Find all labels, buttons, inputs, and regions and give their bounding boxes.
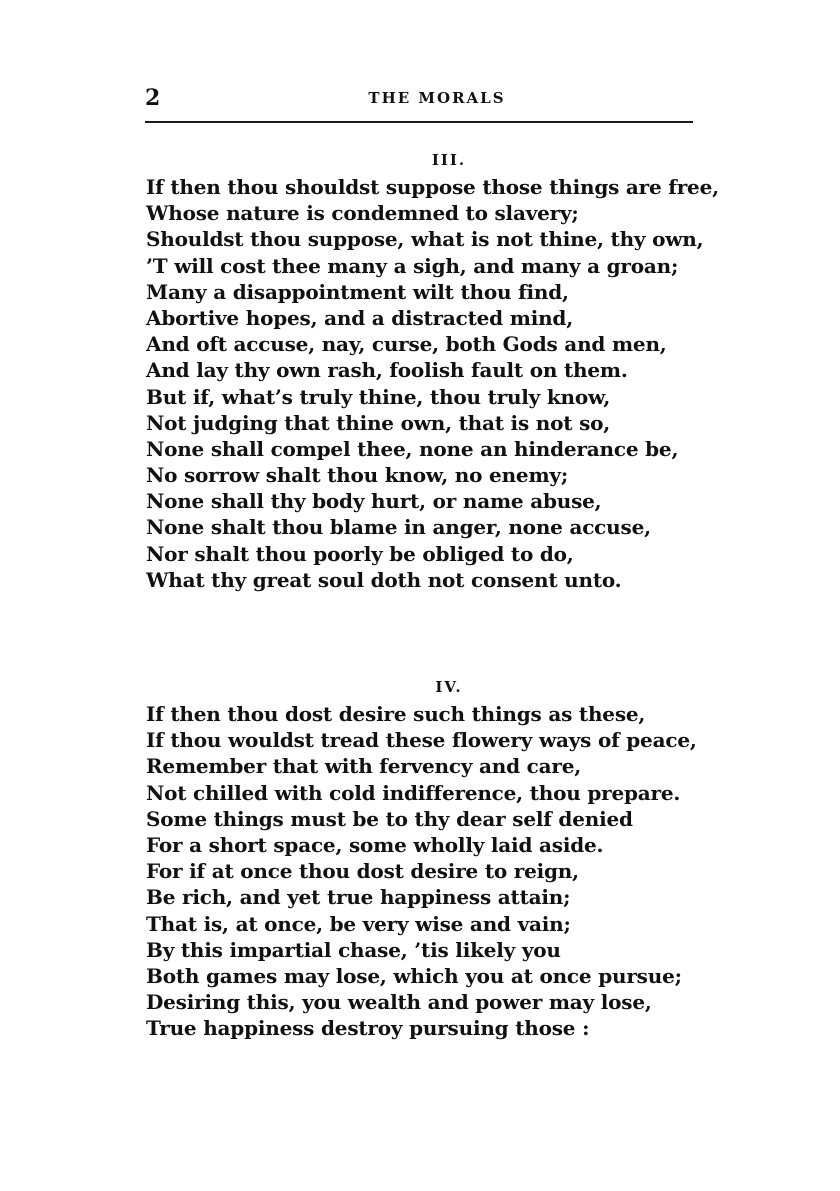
verse-line: But if, what’s truly thine, thou truly know, [146,384,611,409]
verse-line: Not judging that thine own, that is not so, [146,410,611,435]
verse-line: If then thou shouldst suppose those things are free, [146,175,719,199]
verse-line: Be rich, and yet true happiness attain; [146,885,571,910]
verse-line: What thy great soul doth not consent unto. [146,567,622,592]
verse-line: For a short space, some wholly laid aside. [146,832,604,857]
verse-line: That is, at once, be very wise and vain; [146,911,571,936]
stanza-iii [146,174,719,593]
verse-line: Abortive hopes, and a distracted mind, [146,305,573,330]
verse-line: None shall compel thee, none an hinderance be, [146,436,679,461]
section-heading-iv: IV. [435,678,463,696]
stanza-iv [146,701,706,1041]
verse-line: No sorrow shalt thou know, no enemy; [146,463,569,488]
verse-line: True happiness destroy pursuing those : [146,1016,590,1041]
section-heading-iii: III. [431,151,467,169]
verse-line: By this impartial chase, ’tis likely you [146,937,561,962]
verse-line: Shouldst thou suppose, what is not thine, thy own, [146,227,704,252]
verse-line: Remember that with fervency and care, [146,754,582,779]
verse-line: Some things must be to thy dear self denied [146,806,633,831]
verse-line: Desiring this, you wealth and power may lose, [146,990,652,1015]
page-header [145,84,693,116]
verse-line: Both games may lose, which you at once pursue; [146,963,682,988]
verse-line: None shall thy body hurt, or name abuse, [146,489,602,514]
verse-line: And oft accuse, nay, curse, both Gods and men, [146,332,667,357]
verse-line: Whose nature is condemned to slavery; [146,201,579,226]
running-title: THE MORALS [368,89,506,107]
verse-line: Many a disappointment wilt thou find, [146,279,569,304]
page-number: 2 [145,85,161,111]
verse-line: Not chilled with cold indifference, thou prepare. [146,780,681,805]
verse-line: And lay thy own rash, foolish fault on them. [146,358,628,383]
verse-line: If thou wouldst tread these flowery ways of peace, [146,728,697,753]
verse-line: None shalt thou blame in anger, none accuse, [146,515,651,540]
verse-line: ’T will cost thee many a sigh, and many a groan; [146,253,679,278]
verse-line: For if at once thou dost desire to reign, [146,859,579,884]
header-rule [145,121,693,123]
verse-line: If then thou dost desire such things as these, [146,702,646,726]
verse-line: Nor shalt thou poorly be obliged to do, [146,541,574,566]
